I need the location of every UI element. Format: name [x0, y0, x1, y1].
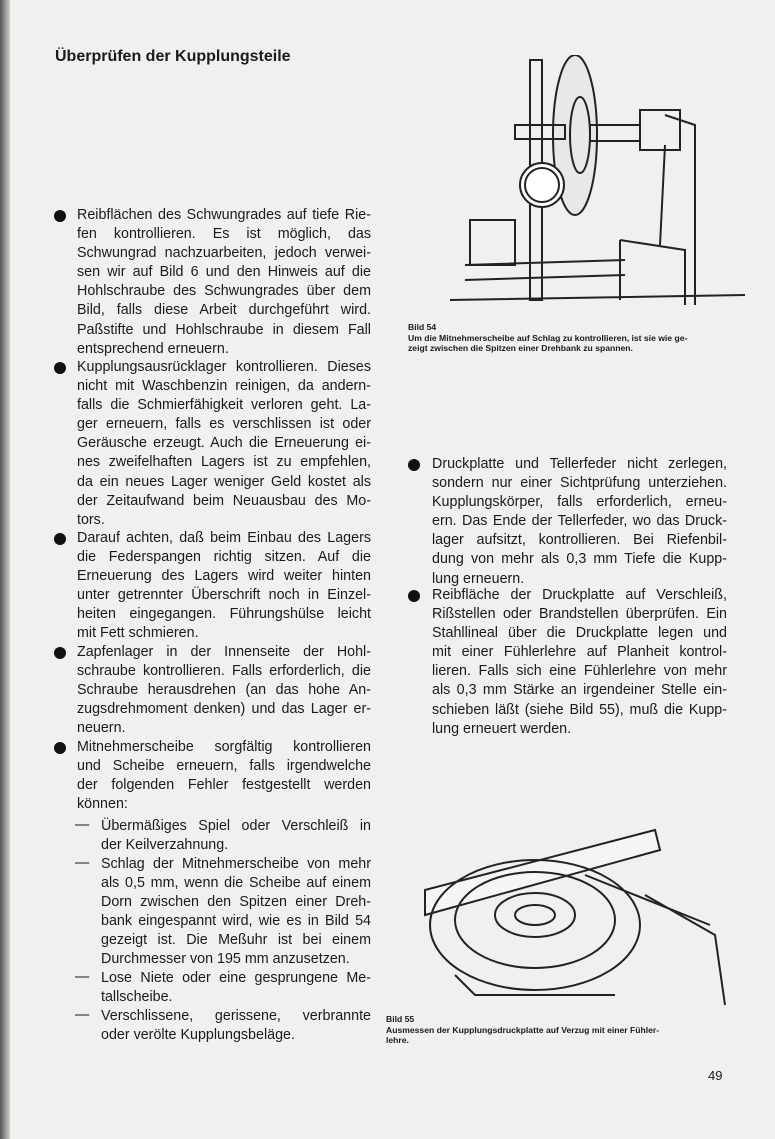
- text-line: unter getrennter Überschrift noch in Einzel-: [77, 587, 371, 604]
- text-line: Hohlschraube des Schwungrades über dem: [77, 283, 371, 300]
- text-line: Verschlissene, gerissene, verbrannte: [101, 1008, 371, 1024]
- text-line: nicht mit Waschbenzin reinigen, da andern-: [77, 378, 371, 395]
- text-line: zugsdrehmoment denken) und das Lager er-: [77, 701, 371, 718]
- text-line: als 0,3 mm Stärke an irgendeiner Stelle ein-: [432, 682, 727, 699]
- list-item: [101, 855, 371, 970]
- text-line: Durchmesser von 195 mm anzusetzen.: [101, 951, 350, 968]
- text-line: Geräusche erzeugt. Auch die Erneuerung ei-: [77, 435, 371, 452]
- list-item: [432, 586, 727, 739]
- bullet-icon: [408, 590, 420, 602]
- text-line: gezeigt ist. Die Meßuhr ist bei einem: [101, 932, 371, 949]
- text-line: Reibfläche der Druckplatte auf Verschleiß,: [432, 587, 727, 603]
- text-line: tallscheibe.: [101, 989, 173, 1006]
- text-line: lager aufsitzt, kontrollieren. Bei Riefenbil-: [432, 532, 727, 549]
- list-item: [101, 817, 371, 855]
- text-line: Kupplungsausrücklager kontrollieren. Dieses: [77, 359, 371, 375]
- text-line: da ein neues Lager weniger Geld kostet als: [77, 473, 371, 490]
- dash-marker: —: [75, 855, 90, 871]
- text-line: tors.: [77, 511, 105, 528]
- text-line: sondern nur einer Sichtprüfung unterziehen.: [432, 475, 727, 492]
- text-line: falls die Schmierfähigkeit verloren geht. La-: [77, 397, 371, 414]
- text-line: Lose Niete oder eine gesprungene Me-: [101, 970, 371, 986]
- text-line: der Keilverzahnung.: [101, 837, 229, 854]
- list-item: [77, 738, 371, 814]
- list-item: [77, 529, 371, 644]
- text-line: Paßstifte und Hohlschraube in diesem Fall: [77, 321, 371, 338]
- page-title: Überprüfen der Kupplungsteile: [55, 48, 291, 65]
- bullet-icon: [54, 210, 66, 222]
- dash-marker: —: [75, 817, 90, 833]
- text-line: Schlag der Mitnehmerscheibe von mehr: [101, 856, 371, 872]
- text-line: Darauf achten, daß beim Einbau des Lagers: [77, 530, 371, 546]
- figure-55-caption: [386, 1014, 659, 1046]
- text-line: lung erneuert werden.: [432, 720, 572, 737]
- figure-54-label: Bild 54: [408, 322, 437, 332]
- text-line: ger erneuern, falls es verschlissen ist oder: [77, 416, 371, 433]
- text-line: Dorn zwischen den Spitzen einer Dreh-: [101, 894, 371, 911]
- text-line: lung erneuern.: [432, 570, 525, 587]
- caption-line: Ausmessen der Kupplungsdruckplatte auf Verzug mit einer Fühler-: [386, 1024, 660, 1035]
- bullet-icon: [54, 533, 66, 545]
- text-line: nes zweifelhaften Lagers ist zu empfehlen,: [77, 454, 371, 471]
- text-line: Rißstellen oder Brandstellen überprüfen. Ein: [432, 606, 727, 623]
- bullet-icon: [408, 459, 420, 471]
- figure-55-label: Bild 55: [386, 1014, 415, 1024]
- text-line: Kupplungskörper, falls erforderlich, erneu-: [432, 494, 727, 511]
- bullet-icon: [54, 742, 66, 754]
- caption-line: Um die Mitnehmerscheibe auf Schlag zu kontrollieren, ist sie wie ge-: [408, 332, 688, 343]
- caption-line: zeigt zwischen die Spitzen einer Drehbank zu spannen.: [408, 343, 633, 353]
- text-line: fen kontrollieren. Es ist möglich, das: [77, 226, 371, 243]
- page-number: 49: [708, 1068, 723, 1083]
- dash-marker: —: [75, 1007, 90, 1023]
- text-line: Schwungrad nachzuarbeiten, jedoch verwei-: [77, 245, 371, 262]
- list-item: [432, 455, 727, 589]
- text-line: dung von mehr als 0,3 mm Tiefe die Kupp-: [432, 551, 727, 568]
- list-item: [101, 969, 371, 1007]
- text-line: Zapfenlager in der Innenseite der Hohl-: [77, 644, 371, 660]
- text-line: als 0,5 mm, wenn die Scheibe auf einem: [101, 875, 371, 892]
- text-line: Mitnehmerscheibe sorgfältig kontrollieren: [77, 739, 371, 755]
- figure-55-pressure-plate-illustration: [415, 815, 735, 1010]
- text-line: lieren. Falls sich eine Fühlerlehre von mehr: [432, 663, 727, 680]
- text-line: der folgenden Fehler festgestellt werden: [77, 777, 371, 794]
- bullet-icon: [54, 362, 66, 374]
- figure-54-lathe-illustration: [445, 55, 765, 310]
- text-line: Bild, falls diese Arbeit durchgeführt wird.: [77, 302, 371, 319]
- text-line: oder verölte Kupplungsbeläge.: [101, 1027, 295, 1044]
- text-line: mit einer Fühlerlehre auf Planheit kontrol-: [432, 644, 727, 661]
- text-line: Stahllineal über die Druckplatte legen und: [432, 625, 727, 642]
- text-line: der Zeitaufwand beim Neuausbau des Mo-: [77, 492, 371, 509]
- bullet-icon: [54, 647, 66, 659]
- text-line: ern. Das Ende der Tellerfeder, wo das Druck-: [432, 513, 727, 530]
- text-line: bank eingespannt wird, wie es in Bild 54: [101, 913, 371, 930]
- text-line: können:: [77, 796, 128, 813]
- text-line: Erneuerung des Lagers wird weiter hinten: [77, 568, 371, 585]
- text-line: mit Fett schmieren.: [77, 625, 199, 642]
- figure-54-caption: [408, 322, 687, 354]
- text-line: und Scheibe erneuern, falls irgendwelche: [77, 758, 371, 775]
- dash-marker: —: [75, 969, 90, 985]
- list-item: [77, 206, 371, 359]
- text-line: entsprechend erneuern.: [77, 340, 229, 357]
- text-line: Schraube herausdrehen (an das hohe An-: [77, 682, 371, 699]
- text-line: schieben läßt (siehe Bild 55), muß die Kupp-: [432, 701, 727, 718]
- text-line: die Federspangen richtig sitzen. Auf die: [77, 549, 371, 566]
- text-line: neuern.: [77, 720, 126, 737]
- text-line: schraube kontrollieren. Falls erforderlich, die: [77, 663, 371, 680]
- caption-line: lehre.: [386, 1035, 409, 1045]
- list-item: [101, 1007, 371, 1045]
- scan-edge: [0, 0, 10, 1139]
- text-line: Druckplatte und Tellerfeder nicht zerlegen,: [432, 456, 727, 472]
- list-item: [77, 643, 371, 738]
- text-line: heiten eingegangen. Führungshülse leicht: [77, 606, 371, 623]
- text-line: Reibflächen des Schwungrades auf tiefe Rie-: [77, 207, 371, 223]
- text-line: sen wir auf Bild 6 und den Hinweis auf die: [77, 264, 371, 281]
- text-line: Übermäßiges Spiel oder Verschleiß in: [101, 818, 371, 834]
- list-item: [77, 358, 371, 530]
